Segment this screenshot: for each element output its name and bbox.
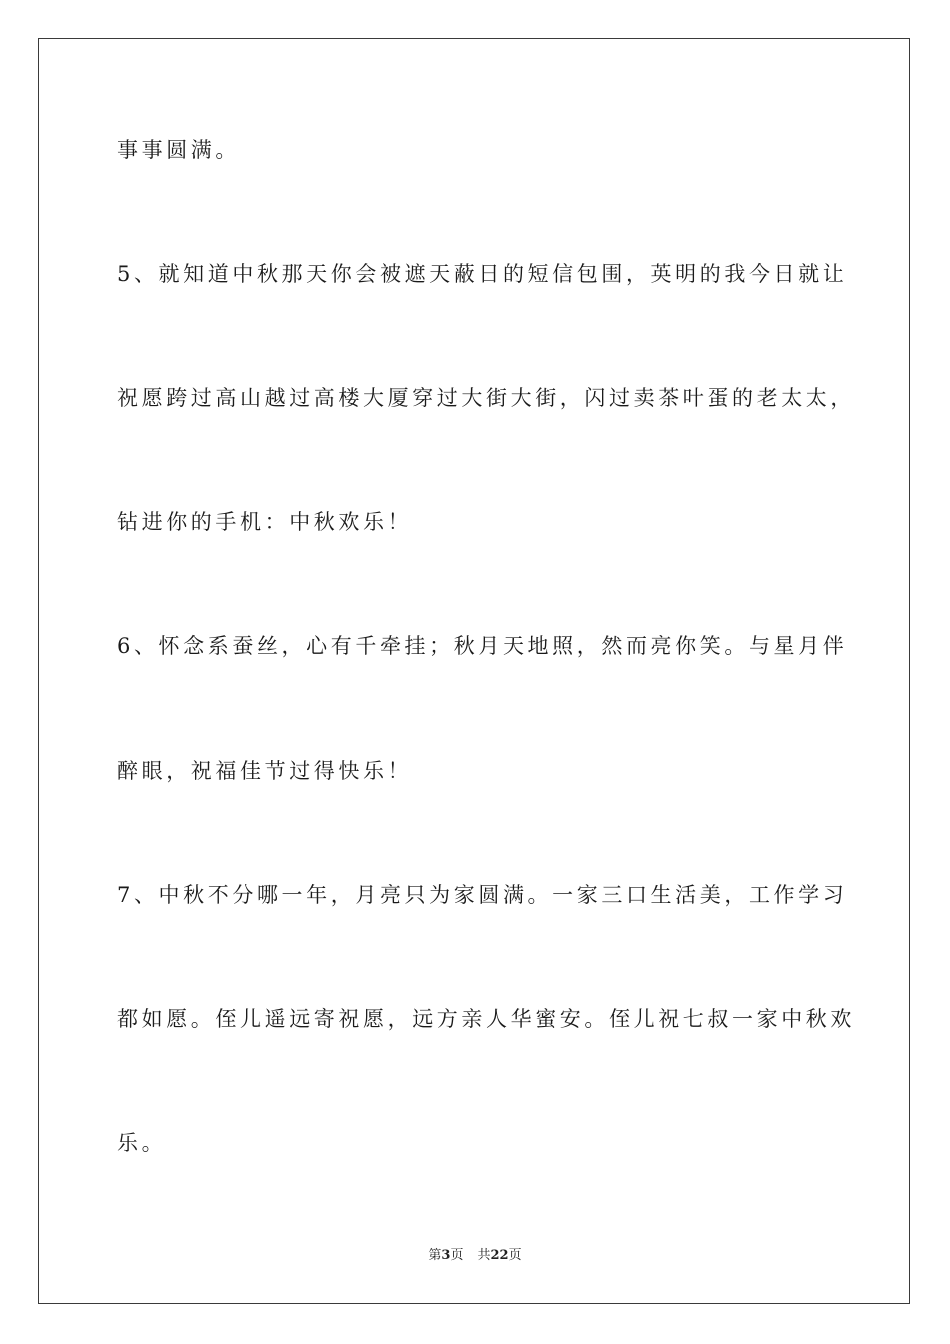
total-prefix: 共 — [477, 1248, 491, 1263]
text-line: 6、怀念系蚕丝，心有千牵挂；秋月天地照，然而亮你笑。与星月伴 — [117, 634, 848, 658]
page-footer — [0, 1247, 950, 1265]
text-line: 都如愿。侄儿遥远寄祝愿，远方亲人华蜜安。侄儿祝七叔一家中秋欢 — [117, 1007, 855, 1031]
current-page-number: 3 — [441, 1248, 451, 1263]
text-line: 乐。 — [117, 1131, 167, 1155]
total-suffix: 页 — [508, 1248, 522, 1263]
total-pages-number: 22 — [490, 1248, 509, 1263]
text-line: 钻进你的手机：中秋欢乐！ — [117, 510, 413, 534]
page-suffix: 页 — [450, 1248, 464, 1263]
text-line: 5、就知道中秋那天你会被遮天蔽日的短信包围，英明的我今日就让 — [117, 262, 848, 286]
text-line: 事事圆满。 — [117, 138, 240, 162]
text-line: 7、中秋不分哪一年，月亮只为家圆满。一家三口生活美，工作学习 — [117, 883, 848, 907]
page-prefix: 第 — [428, 1248, 442, 1263]
text-line: 醉眼，祝福佳节过得快乐！ — [117, 759, 413, 783]
text-line: 祝愿跨过高山越过高楼大厦穿过大街大街，闪过卖茶叶蛋的老太太， — [117, 386, 855, 410]
page-border — [38, 38, 910, 1304]
